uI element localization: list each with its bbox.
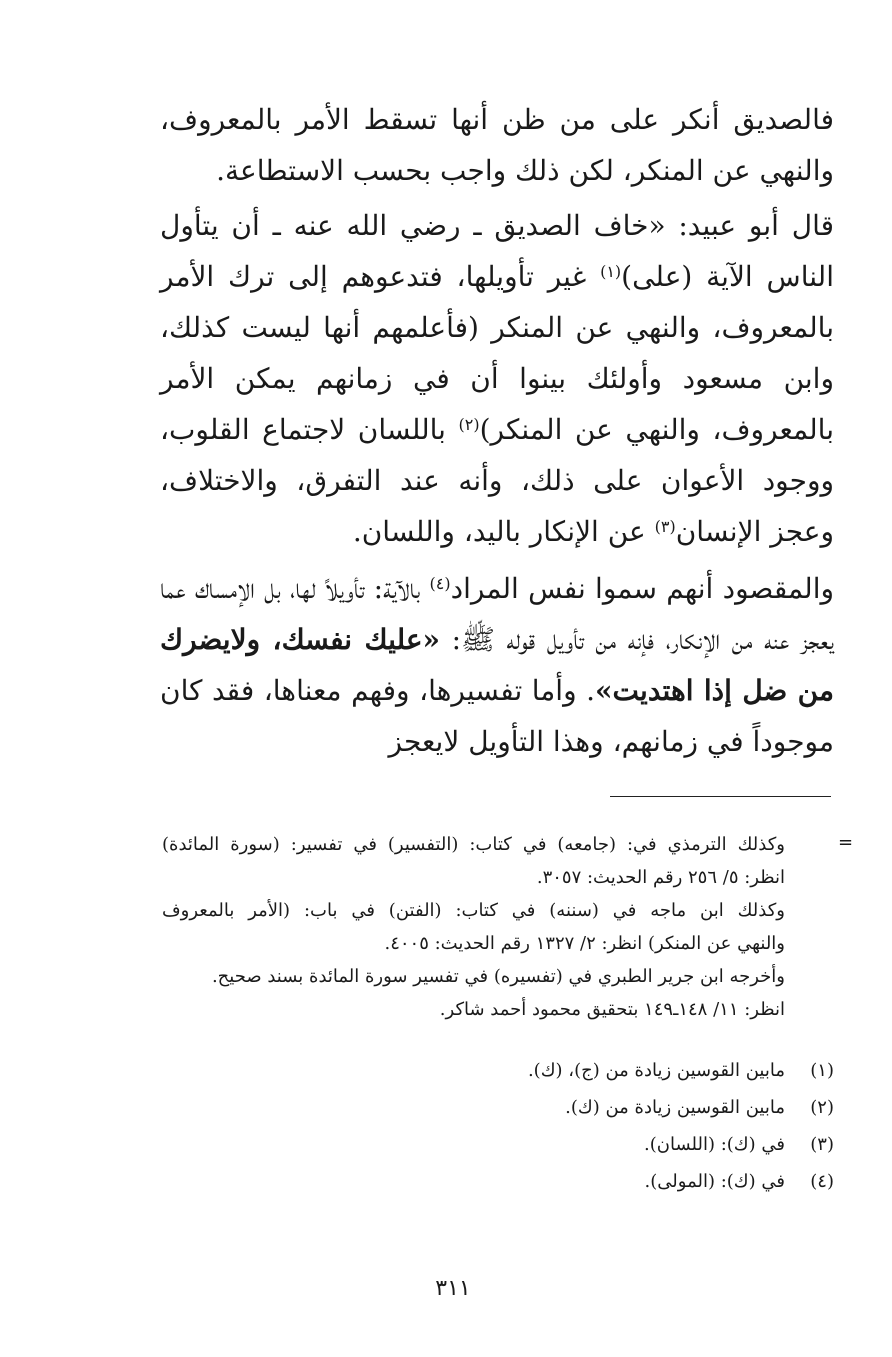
footnote-item — [300, 1163, 834, 1200]
footnote-text: مابين القوسين زيادة من (ك). — [565, 1097, 785, 1118]
paragraph-text: . وأما تفسيرها، وفهم معناها، فقد كان موجوداً في زمانهم، وهذا التأويل لايعجز — [160, 674, 834, 758]
footnote-continuation-line: وكذلك الترمذي في: (جامعه) في كتاب: (التفسير) في تفسير: (سورة المائدة) — [162, 834, 785, 855]
footnote-continuation-line: انظر: ٥/ ٢٥٦ رقم الحديث: ٣٠٥٧. — [536, 867, 785, 888]
footnote-continuation-line: انظر: ١١/ ١٤٨ـ١٤٩ بتحقيق محمود أحمد شاكر. — [439, 999, 785, 1020]
footnotes-list — [300, 1052, 834, 1200]
footnote-number: (٤) — [810, 1171, 834, 1192]
paragraph-text: عن الإنكار باليد، واللسان. — [352, 515, 655, 548]
hadith-quote: «عليك نفسك، ولايضرك من ضل إذا اهتديت» — [160, 623, 834, 707]
footnote-continuation — [162, 828, 785, 1026]
footnote-continuation-line: والنهي عن المنكر) انظر: ٢/ ١٣٢٧ رقم الحديث: ٤٠٠٥. — [384, 933, 785, 954]
footnote-separator — [610, 796, 831, 797]
page-number: ٣١١ — [435, 1276, 471, 1301]
footnote-continuation-line: وكذلك ابن ماجه في (سننه) في كتاب: (الفتن) في باب: (الأمر بالمعروف — [162, 900, 785, 921]
footnote-reference: (٣) — [654, 517, 676, 536]
footnote-item — [300, 1052, 834, 1089]
footnote-reference: (٢) — [458, 415, 480, 434]
paragraph-text: باللسان لاجتماع القلوب، ووجود الأعوان على ذلك، وأنه عند التفرق، والاختلاف، وعجز الإنسان — [160, 413, 834, 548]
paragraph-text: بالآية: تأويلاً لها، بل الإمساك عما يعجز عنه من الإنكار، فإنه من تأويل قوله ﷺ: — [160, 572, 834, 656]
paragraph-2 — [160, 200, 834, 557]
paragraph-1 — [160, 94, 834, 196]
footnote-item — [300, 1126, 834, 1163]
footnote-text: في (ك): (اللسان). — [644, 1134, 785, 1155]
footnote-number: (٢) — [810, 1097, 834, 1118]
footnote-number: (٣) — [810, 1134, 834, 1155]
footnote-item — [300, 1089, 834, 1126]
footnote-text: مابين القوسين زيادة من (ج)، (ك). — [527, 1060, 785, 1081]
footnote-continuation-mark: = — [838, 832, 854, 853]
paragraph-text: والمقصود أنهم سموا نفس المراد — [450, 572, 834, 605]
footnote-reference: (١) — [600, 262, 622, 281]
paragraph-text: قال أبو عبيد: «خاف الصديق ـ رضي الله عنه ـ أن يتأول الناس الآية (على) — [160, 209, 834, 293]
footnote-text: في (ك): (المولى). — [644, 1171, 785, 1192]
footnote-continuation-line: وأخرجه ابن جرير الطبري في (تفسيره) في تفسير سورة المائدة بسند صحيح. — [211, 966, 785, 987]
footnote-number: (١) — [810, 1060, 834, 1081]
footnote-reference: (٤) — [429, 574, 451, 593]
paragraph-text: فالصديق أنكر على من ظن أنها تسقط الأمر بالمعروف، والنهي عن المنكر، لكن ذلك واجب بحسب الاستطاعة. — [160, 103, 834, 187]
paragraph-text: غير تأويلها، فتدعوهم إلى ترك الأمر بالمعروف، والنهي عن المنكر (فأعلمهم أنها ليست كذلك، وابن مسعود وأولئك بينوا أن في زمانهم يمكن الأمر بالمعروف، والنهي عن المنكر) — [160, 260, 835, 446]
paragraph-3 — [160, 563, 834, 767]
